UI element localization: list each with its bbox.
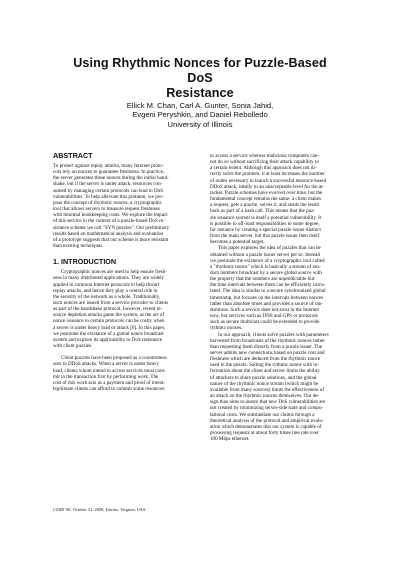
paper-title-line-1: Using Rhythmic Nonces for Puzzle-Based DoS (73, 56, 327, 85)
author-line: Ellick M. Chan, Carl A. Gunter, Sonia Jahid, (126, 101, 274, 110)
abstract-text: To protect against replay attacks, many Internet proto- cols rely on nonces to guarantee freshness. In practice, the server generates these nonces during the initial hand- shake, but if the server is under attack, resources con- sumed by managing certain protocols can lead to DoS vulnerabilities. To help alleviate this problem, we pro- pose the concept of rhythmic nonces, a cryptographic tool that allows servers to measure request freshness with minimal bookkeeping costs. We explore the impact of this service in the context of a puzzle-based DoS re- sistance scheme we call "SYN puzzles". Our preliminary results based on mathematical analysis and evaluation of a prototype suggests that our scheme is more resistant than existing techniques. (53, 163, 170, 250)
copyright-footnote: CSIIR '08, October 31, 2008, Fairfax, Virginia, USA. (53, 507, 147, 512)
abstract-heading: ABSTRACT (53, 151, 93, 160)
body-paragraph: to access a service whereas malicious computers can- not do so without sacrificing their attack capability to a certain extent. Although this approach does not di- rectly solve the problem, it at least increases the number of nodes necessary to launch a successful resource-based DDoS attack, ideally to an unacceptable level for the at- tacker. Puzzle schemes have evolved over time, but the fundamental concept remains the same: a client makes a request, gets a puzzle, solves it, and sends the result back as part of a hash call. This means that the puz- zle issuance system is itself a potential vulnerability. It is possible to off-load responsibilities to some degree, for instance by creating a special puzzle issuer distinct from the main server, but this puzzle issuer then itself becomes a potential target. (210, 153, 327, 246)
author-line: Evgeni Peryshkin, and Daniel Rebolledo (132, 110, 268, 120)
body-paragraph: This paper explores the idea of puzzles that can be obtained without a puzzle issuer server per se. Instead we postulate the existence of a cryptographic tool called a "rhythmic nonce" which is basically a stream of ran- dom numbers broadcast by a secure global source with the property that the numbers are unpredictable but the time intervals between them can be efficiently calcu- lated. The idea is similar to a secure synchronized global timestamp, but focuses on the intervals between nonces rather than absolute times and provides a source of ran- domness. Such a service does not exist in the Internet now, but services such as DNS and GPS or protocols such as secure multicast could be extended to provide rythmic nonces. (210, 245, 326, 332)
author-block (70, 101, 330, 129)
section-heading-introduction: 1. INTRODUCTION (53, 257, 117, 267)
intro-paragraph: Cryptographic nonces are used to help ensure fresh- ness in many distributed applications. They are widely applied in common Internet protocols to help thwart replay attacks, and hence they play a central role in the security of the network as a whole. Traditionally, such nonces are issued from a service provider to clients as part of the handshake protocol, however, recent re- source depletion attacks game the system, as the act of nonce issuance in certain protocols can be costly when a server is under heavy load or attack [6]. In this paper, we postulate the existance of a global nonce broadcast system and explore its applicability to DoS resistance with client puzzles. (53, 269, 168, 350)
paper-title-line-2: Resistance (166, 86, 234, 100)
paper-title (60, 56, 340, 101)
intro-paragraph: Client puzzles have been proposed as a countermea- sure to DDoS attacks. When a server is under heavy load, clients whom intend to access services must com- mit to the transaction first by performing work. The cost of this work acts as a payment and proof of intent: legitimate clients can afford to commit some resources (53, 355, 168, 392)
left-column (53, 151, 206, 392)
affiliation: University of Illinois (167, 119, 233, 129)
right-column (210, 153, 363, 442)
body-paragraph: In our approach, clients solve puzzles with parameters harvested from broadcasts of the rhythmic nonces rather than requesting them directly from a puzzle issuer. The server admits new connections based on puzzle cost and freshness which are deduced from the rhythmic nonce used in the puzzle. Salting the rythmic nonce with in- formation about the client and server limits the ability of attackers to share puzzle solutions, and the global nature of the rhythmic nonce stream (which might be available from many sources) limits the effectiveness of an attack on the rhythmic nonces themselves. Our de- sign thus aims to assure that new DoS vulnerabilities are not created by minimizing server-side state and compu- tational costs. We substantiate our claims through a theoretical analysis of the protocol and empirical evalu- ation which demonstrates that our system is capable of processing requests at about forty times line rate over 100 Mbps ethernet. (210, 331, 329, 443)
